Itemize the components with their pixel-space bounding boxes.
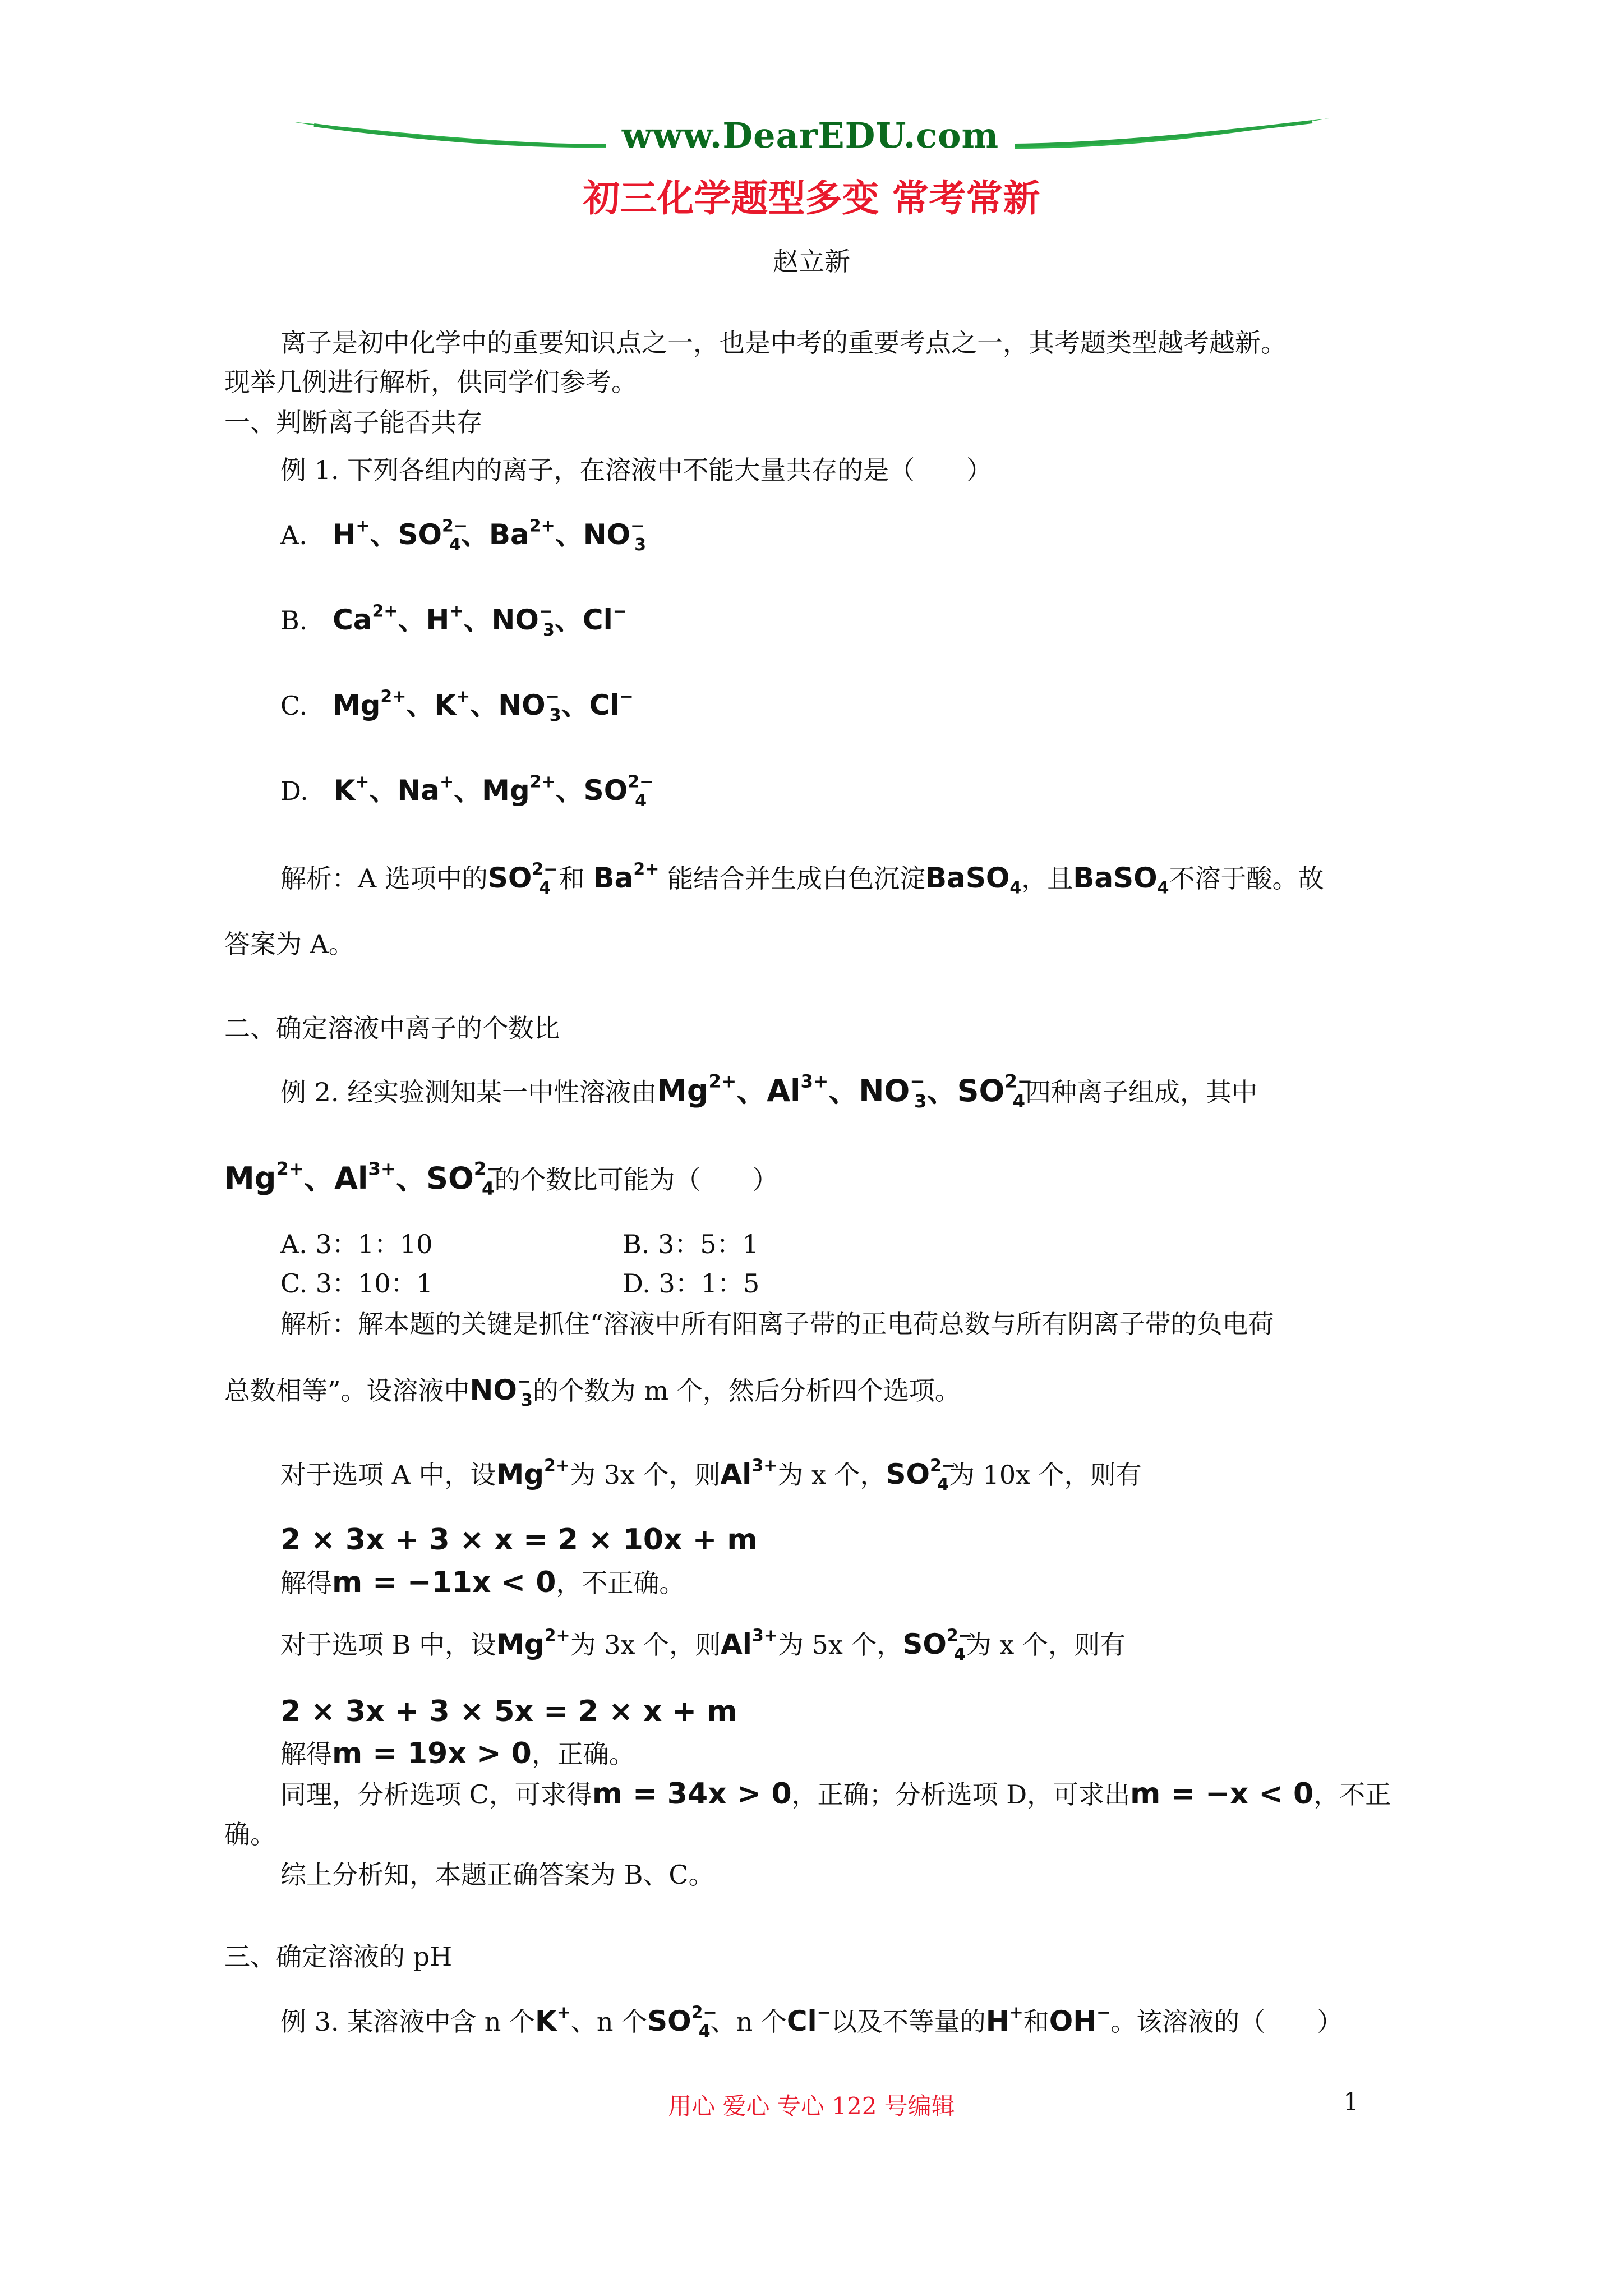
option-c: C. $Mg^{2+}$、K+、$NO^-_3$、Cl− <box>280 687 634 725</box>
analysis-text: 解析：A 选项中的 <box>280 863 488 894</box>
example-2-question: 例 2. 经实验测知某一中性溶液由$Mg^{2+}$、$Al^{3+}$、$NO^-_3$、$SO^{2-}_4$四种离子组成，其中 <box>280 1070 1257 1112</box>
question-text: 、n 个 <box>570 2007 648 2037</box>
section-1-heading: 一、判断离子能否共存 <box>224 407 482 438</box>
analysis-text: 对于选项 B 中，设 <box>280 1630 497 1660</box>
question-text: 、n 个 <box>710 2007 787 2037</box>
analysis-text: 和 <box>559 863 585 894</box>
analysis-text: 为 3x 个，则 <box>570 1460 721 1490</box>
analysis-text: 为 x 个， <box>777 1460 886 1490</box>
option-a-label: A. <box>280 520 307 550</box>
analysis-text: 为 5x 个， <box>777 1630 903 1660</box>
analysis-text: ，且 <box>1021 863 1073 894</box>
analysis-text: ，不正 <box>1313 1779 1391 1810</box>
option-a-result <box>280 1564 685 1602</box>
option-a-setup: 对于选项 A 中，设$Mg^{2+}$为 3x 个，则$Al^{3+}$为 x 个，$SO^{2-}_4$为 10x 个，则有 <box>280 1456 1142 1494</box>
author: 赵立新 <box>773 246 850 277</box>
option-d: D. K+、Na+、$Mg^{2+}$、$SO^{2-}_4$ <box>280 772 654 811</box>
analysis-text: ，正确。 <box>531 1739 635 1769</box>
analysis-text: 能结合并生成白色沉淀 <box>667 863 925 894</box>
question-text: 例 3. 某溶液中含 n 个 <box>280 2007 536 2037</box>
analysis-text: 不溶于酸。故 <box>1169 863 1324 894</box>
math-expression: m = 34x > 0 <box>592 1777 792 1811</box>
option-c-label: C. <box>280 691 308 721</box>
example-1-answer: 答案为 A。 <box>224 929 354 959</box>
page-number: 1 <box>1343 2088 1359 2116</box>
analysis-text: 总数相等”。设溶液中 <box>224 1375 470 1406</box>
option-a-equation: 2 × 3x + 3 × x = 2 × 10x + m <box>280 1523 758 1557</box>
analysis-text: 同理，分析选项 C，可求得 <box>280 1779 592 1810</box>
site-logo <box>292 109 1329 171</box>
analysis-text: 为 x 个，则有 <box>965 1630 1126 1660</box>
question-text: 的个数比可能为（ ） <box>494 1165 778 1195</box>
analysis-text: 对于选项 A 中，设 <box>280 1460 496 1490</box>
option-c: C. 3：10：1 <box>280 1268 433 1299</box>
math-expression: m = −11x < 0 <box>332 1566 556 1599</box>
site-logo-text: www.DearEDU.com <box>621 115 999 156</box>
analysis-text: ，正确；分析选项 D，可求出 <box>791 1779 1131 1810</box>
example-2-question-line-2: $Mg^{2+}$、$Al^{3+}$、$SO^{2-}_4$的个数比可能为（ ） <box>224 1158 778 1200</box>
question-text: 和 <box>1023 2007 1049 2037</box>
example-2-conclusion: 综上分析知，本题正确答案为 B、C。 <box>280 1860 714 1890</box>
option-a: A. H+、$SO^{2-}_4$、$Ba^{2+}$、$NO^-_3$ <box>280 516 647 555</box>
intro-line-1: 离子是初中化学中的重要知识点之一，也是中考的重要考点之一，其考题类型越考越新。 <box>280 328 1287 358</box>
example-2-analysis-line-2: 总数相等”。设溶液中$NO^-_3$的个数为 m 个，然后分析四个选项。 <box>224 1372 961 1410</box>
option-a: A. 3：1：10 <box>280 1229 433 1259</box>
option-b-setup: 对于选项 B 中，设$Mg^{2+}$为 3x 个，则$Al^{3+}$为 5x 个，$SO^{2-}_4$为 x 个，则有 <box>280 1626 1126 1664</box>
analysis-text: ，不正确。 <box>556 1568 685 1598</box>
page-title: 初三化学题型多变 常考常新 <box>583 176 1040 220</box>
analysis-text: 的个数为 m 个，然后分析四个选项。 <box>532 1375 961 1406</box>
option-b: B. 3：5：1 <box>623 1229 759 1259</box>
math-expression: m = 19x > 0 <box>332 1737 532 1770</box>
option-b-label: B. <box>280 605 308 636</box>
analysis-text: 为 10x 个，则有 <box>948 1460 1142 1490</box>
example-1-analysis: 解析：A 选项中的$SO^{2-}_4$ 和 $Ba^{2+}$ 能结合并生成白色沉淀BaSO$_4$，且BaSO$_4$不溶于酸。故 <box>280 859 1324 898</box>
section-3-heading: 三、确定溶液的 pH <box>224 1941 453 1972</box>
example-2-analysis-line-1: 解析：解本题的关键是抓住“溶液中所有阳离子带的正电荷总数与所有阴离子带的负电荷 <box>280 1309 1274 1339</box>
footer-text: 用心 爱心 专心 122 号编辑 <box>668 2092 955 2120</box>
options-c-d-analysis-line-2: 确。 <box>224 1819 276 1849</box>
question-text: 。该溶液的（ ） <box>1110 2007 1343 2037</box>
example-3-question: 例 3. 某溶液中含 n 个K+、n 个$SO^{2-}_4$、n 个Cl−以及不等量的H+和OH−。该溶液的（ ） <box>280 2003 1343 2041</box>
option-d-label: D. <box>280 776 308 806</box>
math-expression: m = −x < 0 <box>1130 1777 1314 1811</box>
option-b-equation: 2 × 3x + 3 × 5x = 2 × x + m <box>280 1695 737 1728</box>
analysis-text: 为 3x 个，则 <box>570 1630 721 1660</box>
section-2-heading: 二、确定溶液中离子的个数比 <box>224 1013 560 1043</box>
options-c-d-analysis <box>280 1775 1391 1813</box>
option-d: D. 3：1：5 <box>623 1268 760 1299</box>
option-b: B. $Ca^{2+}$、H+、$NO^-_3$、Cl− <box>280 601 627 640</box>
analysis-text: 解得 <box>280 1568 332 1598</box>
intro-line-2: 现举几例进行解析，供同学们参考。 <box>224 367 637 397</box>
question-text: 例 2. 经实验测知某一中性溶液由 <box>280 1077 657 1107</box>
option-b-result <box>280 1735 635 1773</box>
question-text: 以及不等量的 <box>831 2007 986 2037</box>
example-1-question: 例 1. 下列各组内的离子，在溶液中不能大量共存的是（ ） <box>280 455 993 485</box>
question-text: 四种离子组成，其中 <box>1025 1077 1257 1107</box>
analysis-text: 解得 <box>280 1739 332 1769</box>
